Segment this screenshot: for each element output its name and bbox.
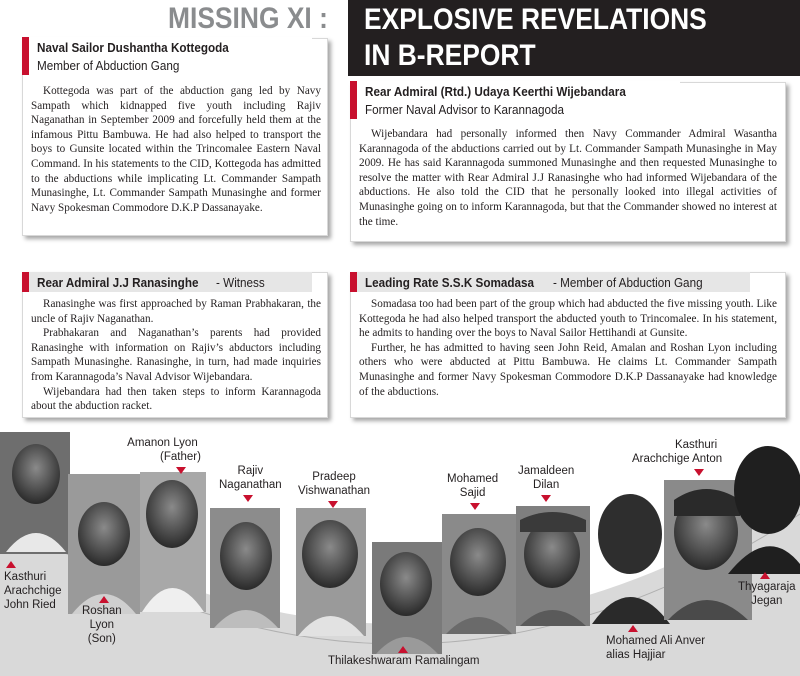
tick-roshan-lyon	[99, 596, 109, 603]
tick-mohamed-ali-anver	[628, 625, 638, 632]
box-role: Member of Abduction Gang	[37, 58, 180, 73]
box-role: Former Naval Advisor to Karannagoda	[365, 102, 565, 117]
label-mohamed-ali-anver: Mohamed Ali Anver alias Hajjiar	[606, 635, 706, 661]
tick-thilakeshwaram	[398, 646, 408, 653]
paragraph: Kottegoda was part of the abduction gang led by Navy Sampath which kidnapped five youth including Rajiv Naganathan in September 2009 and forcefully held them at the infamous Pittu Bambuwa. He had also helped to transport the boys to Gunsite located within the Trincomalee Eastern Naval Command. In his statements to the CID, Kottegoda has admitted to the abductions while implicating Lt. Commander Sampath Munasinghe, Lt. Commander Sampath Munasinghe and former Navy Spokesman Commodore D.K.P Dassanayake.	[31, 85, 321, 214]
portrait-roshan-lyon	[68, 474, 140, 614]
ranasinghe-box	[22, 272, 328, 418]
box-text	[359, 127, 777, 229]
paragraph: Wijebandara had then taken steps to inform Karannagoda about the abduction racket.	[31, 385, 321, 413]
box-name: Rear Admiral (Rtd.) Udaya Keerthi Wijebandara	[365, 84, 626, 99]
tick-rajiv-naganathan	[243, 495, 253, 502]
paragraph: Ranasinghe was first approached by Raman Prabhakaran, the uncle of Rajiv Naganathan.	[31, 298, 321, 325]
box-name: Leading Rate S.S.K Somadasa	[365, 275, 535, 290]
tick-thyagaraja-jegan	[760, 572, 770, 579]
wijebandara-box	[350, 82, 786, 242]
label-thilakeshwaram: Thilakeshwaram Ramalingam	[328, 655, 480, 667]
tick-kasthuri-anton	[694, 469, 704, 476]
tick-mohamed-sajid	[470, 503, 480, 510]
label-pradeep-vishwanathan: Pradeep Vishwanathan	[298, 471, 371, 497]
label-amanon-lyon: Amanon Lyon (Father)	[127, 437, 201, 463]
box-text	[31, 297, 321, 414]
tick-amanon-lyon	[176, 467, 186, 474]
paragraph: Prabhakaran and Naganathan’s parents had provided Ranasinghe with information on Rajiv’s abductors including Sampath Munasinghe. Ranasinghe, in turn, had made inquiries from Karannagoda’s Naval Advisor Wijebandara.	[31, 327, 321, 383]
box-role: - Witness	[216, 275, 266, 290]
portrait-mohamed-sajid	[442, 514, 516, 634]
portrait-john-ried	[0, 432, 70, 554]
portrait-pradeep-vishwanathan	[296, 508, 366, 636]
paragraph: Further, he has admitted to having seen John Reid, Amalan and Roshan Lyon including others who were abducted at Pittu Bambuwa. He claims Lt. Commander Sampath Munasinghe and former Navy Spokesman Commodore D.K.P Dassanayake had knowledge of the abductions.	[359, 341, 777, 398]
kottegoda-box	[22, 38, 328, 236]
headline-line-1: EXPLOSIVE REVELATIONS	[364, 3, 707, 36]
paragraph: Wijebandara had personally informed then Navy Commander Admiral Wasantha Karannagoda of the abductions carried out by Lt. Commander Sampath Munasinghe in May 2009. He has said Karannagoda summoned Munasinghe and then requested Munasinghe to resolve the matter with Rear Admiral J.J Ranasinghe who had informed Wijebandara of the abductions. He also told the CID that he personally looked into illegal activities of Munasinghe going on to inform Karannagoda, but that the Commander showed no interest at the time.	[359, 128, 777, 228]
label-john-ried: Kasthuri Arachchige John Ried	[4, 571, 62, 611]
kottegoda-box-header	[22, 37, 312, 75]
label-mohamed-sajid: Mohamed Sajid	[447, 473, 499, 499]
box-name: Rear Admiral J.J Ranasinghe	[37, 275, 199, 290]
wijebandara-box-header	[350, 81, 680, 119]
tick-jamaldeen-dilan	[541, 495, 551, 502]
somadasa-box	[350, 272, 786, 418]
headline-left: MISSING XI :	[168, 2, 328, 35]
label-jamaldeen-dilan: Jamaldeen Dilan	[518, 465, 575, 491]
label-kasthuri-anton: Kasthuri Arachchige Anton	[632, 439, 723, 465]
box-name: Naval Sailor Dushantha Kottegoda	[37, 40, 229, 55]
box-text	[359, 297, 777, 399]
paragraph: Somadasa too had been part of the group which had abducted the five missing youth. Like Kottegoda he had also helped transport the abducted youth to Trincomalee. In his statement, he admits to handing over the boys to Naval Sailor Hettihandi at Gunsite.	[359, 298, 777, 340]
portrait-amanon-lyon	[140, 472, 206, 612]
portrait-thilakeshwaram	[372, 542, 442, 654]
portrait-rajiv-naganathan	[210, 508, 280, 628]
label-rajiv-naganathan: Rajiv Naganathan	[219, 465, 282, 491]
label-thyagaraja-jegan: Thyagaraja Jegan	[738, 581, 796, 607]
ranasinghe-box-header	[22, 272, 312, 292]
box-text	[31, 84, 321, 215]
portrait-jamaldeen-dilan	[516, 506, 590, 626]
headline-line-2: IN B-REPORT	[364, 39, 536, 72]
label-roshan-lyon: Roshan Lyon (Son)	[82, 605, 122, 645]
somadasa-box-header	[350, 272, 750, 292]
box-role: - Member of Abduction Gang	[552, 275, 703, 290]
headline-right	[364, 2, 707, 74]
tick-pradeep-vishwanathan	[328, 501, 338, 508]
tick-john-ried	[6, 561, 16, 568]
